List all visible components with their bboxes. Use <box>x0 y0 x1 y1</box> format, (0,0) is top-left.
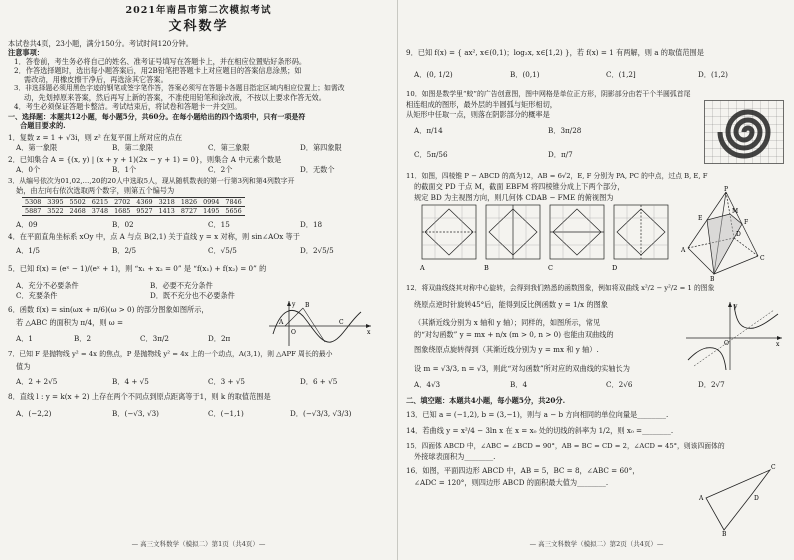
q11-label-a: A <box>420 264 425 272</box>
table-row <box>22 198 245 207</box>
q12-label-o: O <box>724 340 729 347</box>
q3-option-b: B．02 <box>112 220 134 229</box>
q7-option-d: D．6 + √5 <box>300 377 338 386</box>
q8-option-d: D．(−√3/3, √3/3) <box>290 409 352 418</box>
q3-option-d: D．18 <box>300 220 323 229</box>
q11-label-c: C <box>548 264 553 272</box>
q7-option-b: B．4 + √5 <box>112 377 149 386</box>
q9-option-d: D．(1,2) <box>698 70 728 79</box>
q6-option-d: D．2π <box>208 334 231 343</box>
q6-label-o: O <box>291 329 296 336</box>
exam-intro: 本试卷共4页，23小题，满分150分。考试时间120分钟。 <box>8 39 193 48</box>
q4-option-b: B．2/5 <box>112 246 137 255</box>
q2-stem: 2．已知集合 A = {(x, y) | (x + y + 1)(2x − y + 1) = 0}，则集合 A 中元素个数是 <box>8 155 282 164</box>
table-cell: 8727 <box>178 207 200 216</box>
q2-option-b: B．1个 <box>112 165 137 174</box>
q11-view-options <box>418 203 678 275</box>
q11-fig-label: F <box>744 219 749 226</box>
section1-heading: 一、选择题：本题共12小题，每小题5分，共60分。在每小题给出的四个选项中，只有一项是符 <box>8 112 306 121</box>
q5-stem: 5．已知 f(x) = (eˣ − 1)/(eˣ + 1)，则 “x₁ + x₂ = 0” 是 “f(x₁) + f(x₂) = 0” 的 <box>8 264 267 273</box>
q10-stem-cont: 相连组成的图形，最外层的半圆弧与矩形相切， <box>406 100 557 109</box>
q11-fig-label: E <box>698 215 703 222</box>
q12-stem-cont: （其渐近线分别为 x 轴和 y 轴）；同样的，如图所示，常见 <box>414 318 601 327</box>
exam-subject: 文科数学 <box>168 19 229 34</box>
q9-option-a: A．(0, 1/2) <box>414 70 453 79</box>
table-cell: 5502 <box>67 198 89 207</box>
table-cell: 0994 <box>200 198 222 207</box>
q11-fig-label: B <box>710 276 715 282</box>
q15-stem: 15．四面体 ABCD 中，∠ABC = ∠BCD = 90°，AB = BC = CD = 2，∠ACD = 45°，则该四面体的 <box>406 442 725 450</box>
q5-option-a: A．充分不必要条件 <box>16 281 79 290</box>
q11-fig-label: A <box>681 247 686 254</box>
q5-option-d: D．既不充分也不必要条件 <box>150 291 235 300</box>
q8-option-a: A．(−2,2) <box>16 409 52 418</box>
q1-stem: 1．复数 z = 1 + √3i，则 z² 在复平面上所对应的点在 <box>8 133 183 142</box>
table-cell: 1495 <box>200 207 222 216</box>
table-cell: 5308 <box>22 198 44 207</box>
q11-stem-cont: 规定 BD 为主视图方向，则几何体 CDAB − FME 的俯视图为 <box>414 193 614 202</box>
page-footer: — 高三文科数学（模拟二）第1页（共4页）— <box>131 540 266 548</box>
q10-stem-cont: 从矩形中任取一点，则落在阴影部分的概率是 <box>406 110 550 119</box>
note-line: 需改动，用橡皮擦干净后，再选涂其它答案。 <box>24 75 168 84</box>
page-footer: — 高三文科数学（模拟二）第2页（共4页）— <box>529 540 664 548</box>
q12-stem-cont: 设 m = √3/3, n = √3，则此“对勾函数”所对应的双曲线的实轴长为 <box>414 364 630 373</box>
q2-option-a: A．0个 <box>16 165 41 174</box>
q16-stem: 16．如图，平面四边形 ABCD 中，AB = 5，BC = 8，∠ABC = 60°， <box>406 466 640 475</box>
section1-heading-cont: 合题目要求的. <box>20 121 66 130</box>
q7-option-c: C．3 + √5 <box>208 377 246 386</box>
q16-stem-cont: ∠ADC = 120°，则四边形 ABCD 的面积最大值为________. <box>414 478 609 487</box>
q13-stem: 13．已知 a = (−1,2), b = (3,−1)，则与 a − b 方向相同的单位向量是________. <box>406 410 669 419</box>
note-line: 4．考生必须保证答题卡整洁。考试结束后，将试卷和答题卡一并交回。 <box>14 102 242 111</box>
table-cell: 3522 <box>44 207 66 216</box>
q4-stem: 4．在平面直角坐标系 xOy 中，点 A 与点 B(2,1) 关于直线 y = x 对称，则 sin∠AOx 等于 <box>8 232 300 241</box>
q12-stem: 12．将双曲线绕其对称中心旋转，会得到我们熟悉的函数图象，例如将双曲线 x²/2 − y²/2 = 1 的图象 <box>406 284 715 292</box>
note-line: 2．作答选择题时，选出每小题答案后，用2B铅笔把答题卡上对应题目的答案信息涂黑；如 <box>14 66 302 75</box>
table-cell: 5656 <box>222 207 244 216</box>
q12-label-x: x <box>776 341 780 348</box>
q1-option-c: C．第三象限 <box>208 143 250 152</box>
q14-stem: 14．若曲线 y = x²/4 − 3ln x 在 x = x₀ 处的切线的斜率为 1/2，则 x₀ =________. <box>406 426 674 435</box>
q6-option-c: C．3π/2 <box>140 334 169 343</box>
q15-stem-cont: 外接球表面积为________. <box>414 452 496 461</box>
q8-option-b: B．(−√3, √3) <box>112 409 159 418</box>
notes-title: 注意事项： <box>8 48 44 57</box>
q16-quadrilateral-figure <box>698 456 778 536</box>
note-line: 3．非选择题必须用黑色字迹的钢笔或签字笔作答，答案必须写在答题卡各题目指定区域内相应位置上；如需改 <box>14 84 345 92</box>
q1-option-a: A．第一象限 <box>16 143 58 152</box>
q6-label-b: B <box>305 302 310 309</box>
q7-stem: 7．已知 F 是抛物线 y² = 4x 的焦点，P 是抛物线 y² = 4x 上的一个动点，A(3,1)，则 △APF 周长的最小 <box>8 350 333 358</box>
q12-label-y: y <box>734 303 738 310</box>
q6-sine-graph <box>265 298 375 348</box>
q9-stem: 9．已知 f(x) = { ax², x∈(0,1)；log₂x, x∈[1,2) }，若 f(x) = 1 有两解，则 a 的取值范围是 <box>406 48 704 57</box>
q7-option-a: A．2 + 2√5 <box>16 377 58 386</box>
q12-hook-function-graph <box>684 300 784 372</box>
q11-stem-cont: 的截面交 PD 于点 M，截面 EBFM 将四棱锥分成上下两个部分， <box>414 182 625 191</box>
q6-label-a: A <box>279 319 284 326</box>
q12-option-d: D．2√7 <box>698 380 725 389</box>
q6-option-a: A．1 <box>16 334 33 343</box>
q8-option-c: C．(−1,1) <box>208 409 244 418</box>
q10-spiral-figure <box>704 100 784 164</box>
q6-stem: 6．函数 f(x) = sin(ωx + π/6)(ω > 0) 的部分图象如图所示， <box>8 305 209 314</box>
table-cell: 7846 <box>222 198 244 207</box>
q16-label: D <box>754 495 759 502</box>
q10-option-a: A．π/14 <box>414 126 443 135</box>
table-row <box>22 207 245 216</box>
q10-option-b: B．3π/28 <box>548 126 582 135</box>
q10-option-d: D．π/7 <box>548 150 573 159</box>
q11-pyramid-figure <box>680 186 766 282</box>
table-cell: 3395 <box>44 198 66 207</box>
q11-stem: 11．如图，四棱锥 P − ABCD 的高为12，AB = 6√2，E, F 分别为 PA, PC 的中点，过点 B, E, F <box>406 172 708 180</box>
exam-page-2 <box>397 0 794 560</box>
table-cell: 3748 <box>89 207 111 216</box>
table-cell: 2702 <box>111 198 133 207</box>
q6-label-y: y <box>292 301 296 308</box>
table-cell: 1826 <box>178 198 200 207</box>
q3-stem-cont: 始，由左向右依次选取两个数字，则第五个编号为 <box>16 186 175 195</box>
q6-option-b: B．2 <box>74 334 92 343</box>
q16-label: B <box>722 531 727 536</box>
q16-label: C <box>771 464 776 471</box>
q12-option-c: C．2√6 <box>606 380 633 389</box>
q11-fig-label: C <box>760 255 765 262</box>
exam-header: 2021年南昌市第二次模拟考试 <box>125 5 272 16</box>
table-cell: 5887 <box>22 207 44 216</box>
q11-fig-label: D <box>736 231 741 238</box>
q11-label-b: B <box>484 264 489 272</box>
q12-option-b: B．4 <box>510 380 528 389</box>
table-cell: 1413 <box>156 207 178 216</box>
q12-option-a: A．4√3 <box>414 380 441 389</box>
q6-label-x: x <box>367 329 371 336</box>
q3-stem: 3．从编号依次为01,02,…,20的20人中选取5人，现从随机数表的第一行第3列和第4列数字开 <box>8 177 295 185</box>
q1-option-b: B．第二象限 <box>112 143 154 152</box>
table-cell: 4369 <box>133 198 155 207</box>
q16-label: A <box>699 495 704 502</box>
q7-stem-cont: 值为 <box>16 362 31 371</box>
q5-option-b: B．必要不充分条件 <box>150 281 213 290</box>
q12-stem-cont: 绕原点逆时针旋转45°后，能得到反比例函数 y = 1/x 的图象 <box>414 300 608 309</box>
q3-option-c: C．15 <box>208 220 230 229</box>
q12-stem-cont: 图象绕原点旋转得到（其渐近线分别为 y = mx 和 y 轴）. <box>414 345 599 354</box>
q4-option-c: C．√5/5 <box>208 246 237 255</box>
q11-label-d: D <box>612 264 618 272</box>
table-cell: 1685 <box>111 207 133 216</box>
q2-option-c: C．2个 <box>208 165 233 174</box>
q1-option-d: D．第四象限 <box>300 143 342 152</box>
q6-label-c: C <box>339 319 344 326</box>
table-cell: 9527 <box>133 207 155 216</box>
q9-option-b: B．(0,1) <box>510 70 540 79</box>
note-line: 1．答卷前，考生务必将自己的姓名、准考证号填写在答题卡上，并在相应位置贴好条形码。 <box>14 57 307 66</box>
q5-option-c: C．充要条件 <box>16 291 58 300</box>
q11-fig-label: P <box>724 186 729 193</box>
q8-stem: 8．直线 l : y = k(x + 2) 上存在两个不同点到原点距离等于1，则 k 的取值范围是 <box>8 392 271 401</box>
q3-option-a: A．09 <box>16 220 38 229</box>
q12-stem-cont: 的“对勾函数” y = mx + n/x (m > 0, n > 0) 也能由双曲线的 <box>414 330 614 339</box>
random-number-table <box>22 197 245 216</box>
q9-option-c: C．(1,2] <box>606 70 636 79</box>
note-line: 动，先划掉原来答案，然后再写上新的答案，不准使用铅笔和涂改液，不按以上要求作答无效。 <box>24 93 326 102</box>
table-cell: 6215 <box>89 198 111 207</box>
q10-option-c: C．5π/56 <box>414 150 448 159</box>
q11-fig-label: M <box>732 208 739 215</box>
section2-heading: 二、填空题：本题共4小题，每小题5分，共20分. <box>406 396 566 405</box>
q2-option-d: D．无数个 <box>300 165 335 174</box>
q4-option-d: D．2√5/5 <box>300 246 334 255</box>
q4-option-a: A．1/5 <box>16 246 40 255</box>
table-cell: 2468 <box>67 207 89 216</box>
q10-stem: 10．如图是数学里“蛟”的广告创意图，图中网格是单位正方形，阴影部分由若干个半圆弧首尾 <box>406 90 691 98</box>
table-cell: 3218 <box>156 198 178 207</box>
q6-stem-cont: 若 △ABC 的面积为 π/4，则 ω = <box>16 318 123 327</box>
